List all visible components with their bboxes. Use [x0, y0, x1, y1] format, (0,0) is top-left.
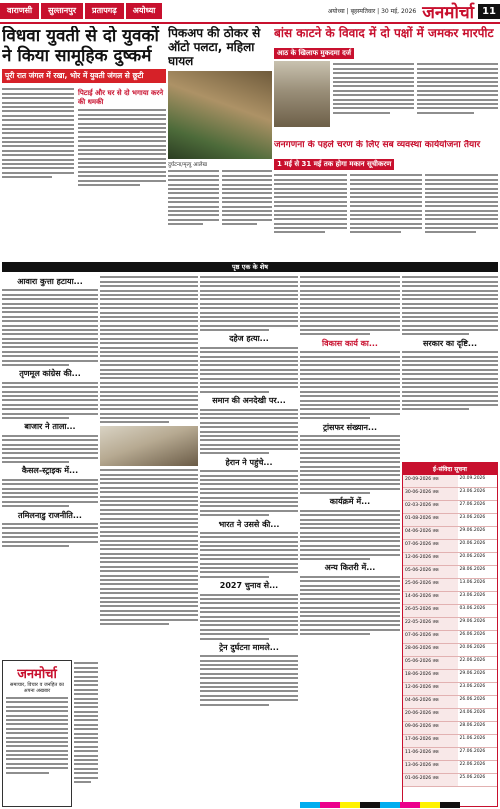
- table-row: [403, 605, 497, 618]
- story-auto-accident-body-1: [168, 168, 219, 227]
- tab-edition-1[interactable]: वाराणसी: [0, 3, 39, 19]
- tender-notice-rows: [403, 475, 497, 787]
- tender-notice-table: [402, 462, 498, 807]
- top-story-headline: विधवा युवती से दो युवकों ने किया सामूहिक दुष्कर्म: [2, 26, 159, 66]
- table-cell: 22-05-2026 तक: [403, 618, 458, 630]
- brief-body: [402, 276, 498, 335]
- table-cell: 23.06.2026: [459, 684, 486, 689]
- brief-body: [2, 435, 98, 463]
- table-cell: 20.06.2026: [459, 554, 486, 559]
- top-story-body-right: [78, 109, 166, 186]
- briefs-col-4: [300, 274, 400, 800]
- table-cell: 23.06.2026: [459, 593, 486, 598]
- table-cell: 05-06-2026 तक: [403, 566, 458, 578]
- table-cell: 25-06-2026 तक: [403, 579, 458, 591]
- table-row: [403, 683, 497, 696]
- briefs-col-1: [2, 274, 98, 658]
- accident-photo-caption: दुर्घटना/मृत्यु आलेख: [168, 162, 207, 168]
- brief-body: [402, 351, 498, 410]
- story-bamboo-dispute-kicker: आठ के खिलाफ मुकदमा दर्ज: [274, 48, 354, 59]
- table-cell: 29.06.2026: [459, 528, 486, 533]
- brief-title: सरकार का दृष्टि...: [422, 338, 478, 348]
- header-rule: [0, 22, 500, 24]
- brief-body: [2, 479, 98, 507]
- table-cell: 05-06-2026 तक: [403, 657, 458, 669]
- brief-title: कार्यक्रमें में...: [329, 497, 371, 507]
- masthead: [0, 0, 500, 22]
- table-row: [403, 553, 497, 566]
- table-row: [403, 709, 497, 722]
- table-cell: 04-06-2026 तक: [403, 527, 458, 539]
- table-cell: 17-06-2026 तक: [403, 735, 458, 747]
- story-census-body-1: [274, 172, 347, 236]
- promo-side: [74, 660, 98, 807]
- story-census: [274, 140, 498, 262]
- brief-body: [200, 532, 298, 578]
- story-auto-accident-headline: पिकअप की ठोकर से ऑटो पलटा, महिला घायल: [168, 26, 261, 68]
- dateline: अयोध्या | बृहस्पतिवार | 30 मई, 2026: [327, 8, 417, 15]
- story-census-body-3: [425, 172, 498, 236]
- table-cell: 26.06.2026: [459, 632, 486, 637]
- accident-photo: [168, 71, 272, 159]
- brief-title: ट्रेन दुर्घटना मामले...: [219, 642, 279, 652]
- table-cell: 22.06.2026: [459, 762, 486, 767]
- newspaper-logo: जनमोर्चा: [422, 2, 475, 23]
- brief-title: अन्य कितरी में...: [324, 563, 376, 573]
- table-row: [403, 696, 497, 709]
- table-cell: 28.06.2026: [459, 567, 486, 572]
- brief-photo: [100, 426, 198, 466]
- story-census-headline: जनगणना के पहले चरण के लिए सब व्यवस्था कार्ययोजना तैयार: [274, 140, 481, 150]
- table-row: [403, 761, 497, 774]
- table-cell: 18-06-2026 तक: [403, 670, 458, 682]
- table-cell: 21.06.2026: [459, 736, 486, 741]
- table-cell: 29.06.2026: [459, 619, 486, 624]
- top-story-body-left: [2, 86, 74, 188]
- table-cell: 03.06.2026: [459, 606, 486, 611]
- brief-body: [200, 470, 298, 516]
- table-cell: 20.06.2026: [459, 541, 486, 546]
- page-number: 11: [478, 4, 500, 19]
- brief-body: [200, 347, 298, 393]
- tab-edition-2[interactable]: सुल्तानपुर: [41, 3, 83, 19]
- story-auto-accident-body-2: [222, 168, 273, 227]
- briefs-col-3: [200, 274, 298, 807]
- brief-body: [100, 469, 198, 625]
- table-cell: 12-06-2026 तक: [403, 683, 458, 695]
- table-cell: 28-06-2026 तक: [403, 644, 458, 656]
- table-cell: 07-06-2026 तक: [403, 631, 458, 643]
- promo-body: [6, 697, 68, 774]
- table-cell: 07-06-2026 तक: [403, 540, 458, 552]
- table-cell: 01-06-2026 तक: [403, 774, 458, 786]
- table-cell: 29.06.2026: [459, 671, 486, 676]
- table-cell: 20.09.2026: [459, 476, 486, 481]
- story-census-kicker: 1 मई से 31 मई तक होगा मकान सूचीकरण: [274, 159, 394, 170]
- brief-title: तृणमूल कांग्रेस की...: [19, 369, 81, 379]
- brief-body: [200, 594, 298, 640]
- briefs-col-2: [100, 274, 198, 807]
- top-story-kicker: पूरी रात जंगल में रखा, भोर में युवती जंगल से छूटी: [2, 69, 166, 83]
- top-story: [2, 26, 166, 262]
- table-cell: 26.06.2026: [459, 697, 486, 702]
- table-row: [403, 670, 497, 683]
- story-bamboo-body-2: [417, 61, 498, 127]
- story-bamboo-dispute-headline: बांस काटने के विवाद में दो पक्षों में जमकर मारपीट: [274, 26, 494, 40]
- brief-body: [2, 382, 98, 419]
- brief-body: [200, 276, 298, 331]
- story-auto-accident: [168, 26, 272, 262]
- print-color-bar: [300, 802, 460, 808]
- table-cell: 20.06.2026: [459, 645, 486, 650]
- promo-tagline: समाचार, विचार व जनहित का अपना अखबार: [10, 682, 64, 694]
- brief-title: 2027 चुनाव से...: [219, 581, 279, 591]
- table-cell: 13.06.2026: [459, 580, 486, 585]
- brief-title: बाजार ने ताला...: [24, 422, 76, 432]
- story-bamboo-body-1: [333, 61, 414, 127]
- brief-title: समान की अनदेखी पर...: [212, 396, 286, 406]
- table-cell: 20-09-2026 तक: [403, 475, 458, 487]
- table-row: [403, 579, 497, 592]
- brief-body: [300, 435, 400, 494]
- table-cell: 23.06.2026: [459, 515, 486, 520]
- table-row: [403, 501, 497, 514]
- table-cell: 20-06-2026 तक: [403, 709, 458, 721]
- brief-body: [100, 276, 198, 423]
- table-row: [403, 722, 497, 735]
- table-row: [403, 540, 497, 553]
- promo-side-body: [74, 662, 98, 783]
- dispute-photo: [274, 61, 330, 127]
- table-row: [403, 644, 497, 657]
- table-cell: 01-08-2026 तक: [403, 514, 458, 526]
- table-row: [403, 657, 497, 670]
- table-row: [403, 735, 497, 748]
- table-row: [403, 748, 497, 761]
- story-bamboo-dispute: [274, 26, 498, 136]
- table-row: [403, 631, 497, 644]
- section-band: पृष्ठ एक के शेष: [2, 262, 498, 272]
- promo-box: [2, 660, 72, 807]
- brief-title: तमिलनाडु राजनीति...: [18, 510, 82, 520]
- brief-body: [300, 510, 400, 560]
- brief-title: ट्रांसफर संख्यान...: [322, 422, 378, 432]
- table-cell: 27.06.2026: [459, 749, 486, 754]
- table-cell: 25.06.2026: [459, 775, 486, 780]
- tender-notice-title: ई-संविदा सूचना: [403, 463, 497, 475]
- table-cell: 14-06-2026 तक: [403, 592, 458, 604]
- brief-body: [300, 276, 400, 335]
- table-cell: 23.06.2026: [459, 489, 486, 494]
- table-cell: 27.06.2026: [459, 502, 486, 507]
- brief-title: आवारा कुत्ता हटाया...: [17, 277, 83, 286]
- brief-title: हेरान ने पहुंचे...: [225, 457, 273, 467]
- top-story-deck: पिटाई और घर से दो भगाया करने की धमकी: [78, 89, 164, 106]
- table-cell: 09-06-2026 तक: [403, 722, 458, 734]
- story-census-body-2: [350, 172, 423, 236]
- table-row: [403, 527, 497, 540]
- tab-edition-4[interactable]: अयोध्या: [126, 3, 163, 19]
- tab-edition-3[interactable]: प्रतापगढ़: [85, 3, 124, 19]
- table-row: [403, 592, 497, 605]
- table-row: [403, 774, 497, 787]
- promo-logo: जनमोर्चा: [17, 667, 57, 682]
- table-cell: 11-06-2026 तक: [403, 748, 458, 760]
- table-cell: 28.06.2026: [459, 723, 486, 728]
- table-cell: 12-06-2026 तक: [403, 553, 458, 565]
- table-cell: 13-06-2026 तक: [403, 761, 458, 773]
- table-cell: 22.06.2026: [459, 658, 486, 663]
- brief-title: कैसल-स्ट्राइक में...: [21, 466, 79, 476]
- brief-body: [200, 409, 298, 455]
- briefs-col-5: [402, 274, 498, 460]
- brief-title: दहेज हत्या...: [229, 334, 269, 344]
- brief-body: [2, 289, 98, 366]
- brief-body: [300, 351, 400, 419]
- brief-title: विकास कार्य का...: [322, 338, 378, 348]
- table-row: [403, 566, 497, 579]
- table-row: [403, 488, 497, 501]
- table-cell: 04-06-2026 तक: [403, 696, 458, 708]
- table-cell: 24.06.2026: [459, 710, 486, 715]
- brief-body: [2, 523, 98, 547]
- edition-tabs: [0, 3, 164, 19]
- brief-title: भारत ने उससे की...: [218, 519, 280, 529]
- table-cell: 30-06-2026 तक: [403, 488, 458, 500]
- table-row: [403, 618, 497, 631]
- table-cell: 26-05-2026 तक: [403, 605, 458, 617]
- table-cell: 02-03-2026 तक: [403, 501, 458, 513]
- brief-body: [300, 576, 400, 635]
- brief-body: [200, 655, 298, 705]
- table-row: [403, 514, 497, 527]
- table-row: [403, 475, 497, 488]
